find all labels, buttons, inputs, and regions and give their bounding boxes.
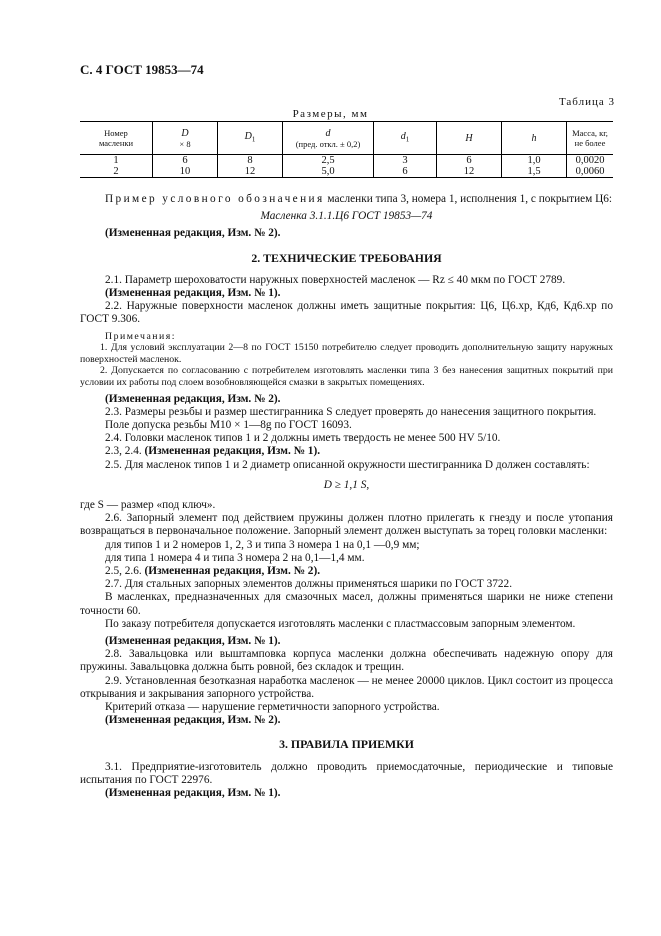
section-2-title: 2. ТЕХНИЧЕСКИЕ ТРЕБОВАНИЯ <box>251 250 442 265</box>
table-cell: 0,0020 <box>567 155 614 167</box>
table-cell: 1 <box>113 155 119 166</box>
col-header-h: h <box>502 122 567 155</box>
clause-2-7-plastic: По заказу потребителя допускается изготовлять масленки с пластмассовым запорным элементом. <box>105 617 576 630</box>
table-title: Размеры, мм <box>292 108 369 120</box>
change-note: (Измененная редакция, Изм. № 2). <box>105 392 281 405</box>
clause-2-6-item-a: для типов 1 и 2 номеров 1, 2, 3 и типа 3 номера 1 на 0,1 —0,9 мм; <box>105 538 420 551</box>
page-header: С. 4 ГОСТ 19853—74 <box>80 62 204 77</box>
col-header-d: d (пред. откл. ± 0,2) <box>283 122 374 155</box>
table-cell: 2,5 <box>283 155 374 167</box>
col-header-D1: $D_1$ <box>218 122 283 155</box>
clause-2-9: 2.9. Установленная безотказная наработка масленок — не менее 20000 циклов. Цикл состоит из процесса открывания и закрывания запорного устройства. <box>80 674 613 700</box>
document-body <box>80 193 613 800</box>
clause-2-9-criterion: Критерий отказа — нарушение герметичности запорного устройства. <box>105 701 440 714</box>
clause-2-5: 2.5. Для масленок типов 1 и 2 диаметр описанной окружности шестигранника D должен составлять: <box>105 458 590 471</box>
example-designation: Масленка 3.1.1.Ц6 ГОСТ 19853—74 <box>260 210 433 223</box>
clause-3-1: 3.1. Предприятие-изготовитель должно проводить приемосдаточные, периодические и типовые испытания по ГОСТ 22976. <box>80 760 613 786</box>
clause-2-7: 2.7. Для стальных запорных элементов должны применяться шарики по ГОСТ 3722. <box>105 578 513 591</box>
table-cell: 6 <box>153 155 218 167</box>
note-1: 1. Для условий эксплуатации 2—8 по ГОСТ 15150 потребителю следует проводить дополнительную защиту наружных поверхностей масленок. <box>80 342 613 365</box>
change-note: (Измененная редакция, Изм. № 2). <box>105 227 281 240</box>
col-header-mass: Масса, кг, не более <box>567 122 614 155</box>
clause-2-2: 2.2. Наружные поверхности масленок должны иметь защитные покрытия: Ц6, Ц6.хр, Кд6, Кд6.хр по ГОСТ 9.306. <box>80 300 613 326</box>
clause-2-3-thread: Поле допуска резьбы М10 × 1—8g по ГОСТ 16093. <box>105 419 352 431</box>
table-cell: 12 <box>437 166 502 178</box>
clause-2-6-item-b: для типа 1 номера 4 и типа 3 номера 2 на 0,1—1,4 мм. <box>105 551 365 564</box>
change-note-2-5-2-6: 2.5, 2.6. (Измененная редакция, Изм. № 2). <box>105 565 321 578</box>
table-cell: 8 <box>218 155 283 167</box>
col-header-d1: $d_1$ <box>374 122 437 155</box>
col-header-D: D × 8 <box>153 122 218 155</box>
change-note: (Измененная редакция, Изм. № 1). <box>105 635 281 648</box>
table-cell: 10 <box>153 166 218 178</box>
change-note: (Измененная редакция, Изм. № 1). <box>105 787 281 800</box>
change-note: (Измененная редакция, Изм. № 2). <box>105 714 281 727</box>
col-header-H: H <box>437 122 502 155</box>
section-3-title: 3. ПРАВИЛА ПРИЕМКИ <box>279 737 414 752</box>
change-note: (Измененная редакция, Изм. № 1). <box>105 287 281 300</box>
table-cell: 2 <box>80 166 153 178</box>
clause-2-1: 2.1. Параметр шероховатости наружных поверхностей масленок — Rz ≤ 40 мкм по ГОСТ 2789. <box>105 273 566 286</box>
change-note-2-3-2-4: 2.3, 2.4. (Измененная редакция, Изм. № 1). <box>105 445 321 458</box>
table-cell: 0,0060 <box>567 166 614 178</box>
clause-2-3: 2.3. Размеры резьбы и размер шестигранника S следует проверять до нанесения защитного покрытия. <box>105 405 597 418</box>
clause-2-4: 2.4. Головки масленок типов 1 и 2 должны иметь твердость не менее 500 HV 5/10. <box>105 432 501 445</box>
formula: D ≥ 1,1 S, <box>323 478 370 491</box>
table-cell: 6 <box>437 155 502 167</box>
table-cell: 1,5 <box>502 166 567 178</box>
table-cell: 6 <box>374 166 437 178</box>
note-2: 2. Допускается по согласованию с потребителем изготовлять масленки типа 3 без нанесения защитных покрытий при условии их работы под слоем возобновляющейся смазки в закрытых помещениях. <box>80 365 613 388</box>
table-caption: Таблица 3 <box>558 96 615 108</box>
formula-where: где S — размер «под ключ». <box>80 499 216 512</box>
table-cell: 1,0 <box>502 155 567 167</box>
table-cell: 3 <box>374 155 437 167</box>
dimensions-table <box>80 121 613 178</box>
table-cell: 5,0 <box>283 166 374 178</box>
clause-2-8: 2.8. Завальцовка или выштамповка корпуса масленки должна обеспечивать надежную опору для пружины. Завальцовка должна быть ровной, без складок и трещин. <box>80 648 613 674</box>
clause-2-7-oils: В масленках, предназначенных для смазочных масел, должны применяться шарики не ниже степени точности 60. <box>80 591 613 617</box>
table-row <box>80 166 613 178</box>
notes-title: Примечания: <box>105 330 177 342</box>
table-header-row <box>80 122 613 155</box>
clause-2-6: 2.6. Запорный элемент под действием пружины должен плотно прилегать к гнезду и после утопания возвращаться в первоначальное положение. Запорный элемент должен выступать за торец головки масленки: <box>80 512 613 538</box>
example-lead: Пример условного обозначения <box>105 193 325 205</box>
table-cell: 12 <box>218 166 283 178</box>
col-header-number: Номер масленки <box>80 122 153 155</box>
example-paragraph: Пример условного обозначения масленки типа 3, номера 1, исполнения 1, с покрытием Ц6: <box>105 193 613 205</box>
table-row <box>80 155 613 167</box>
